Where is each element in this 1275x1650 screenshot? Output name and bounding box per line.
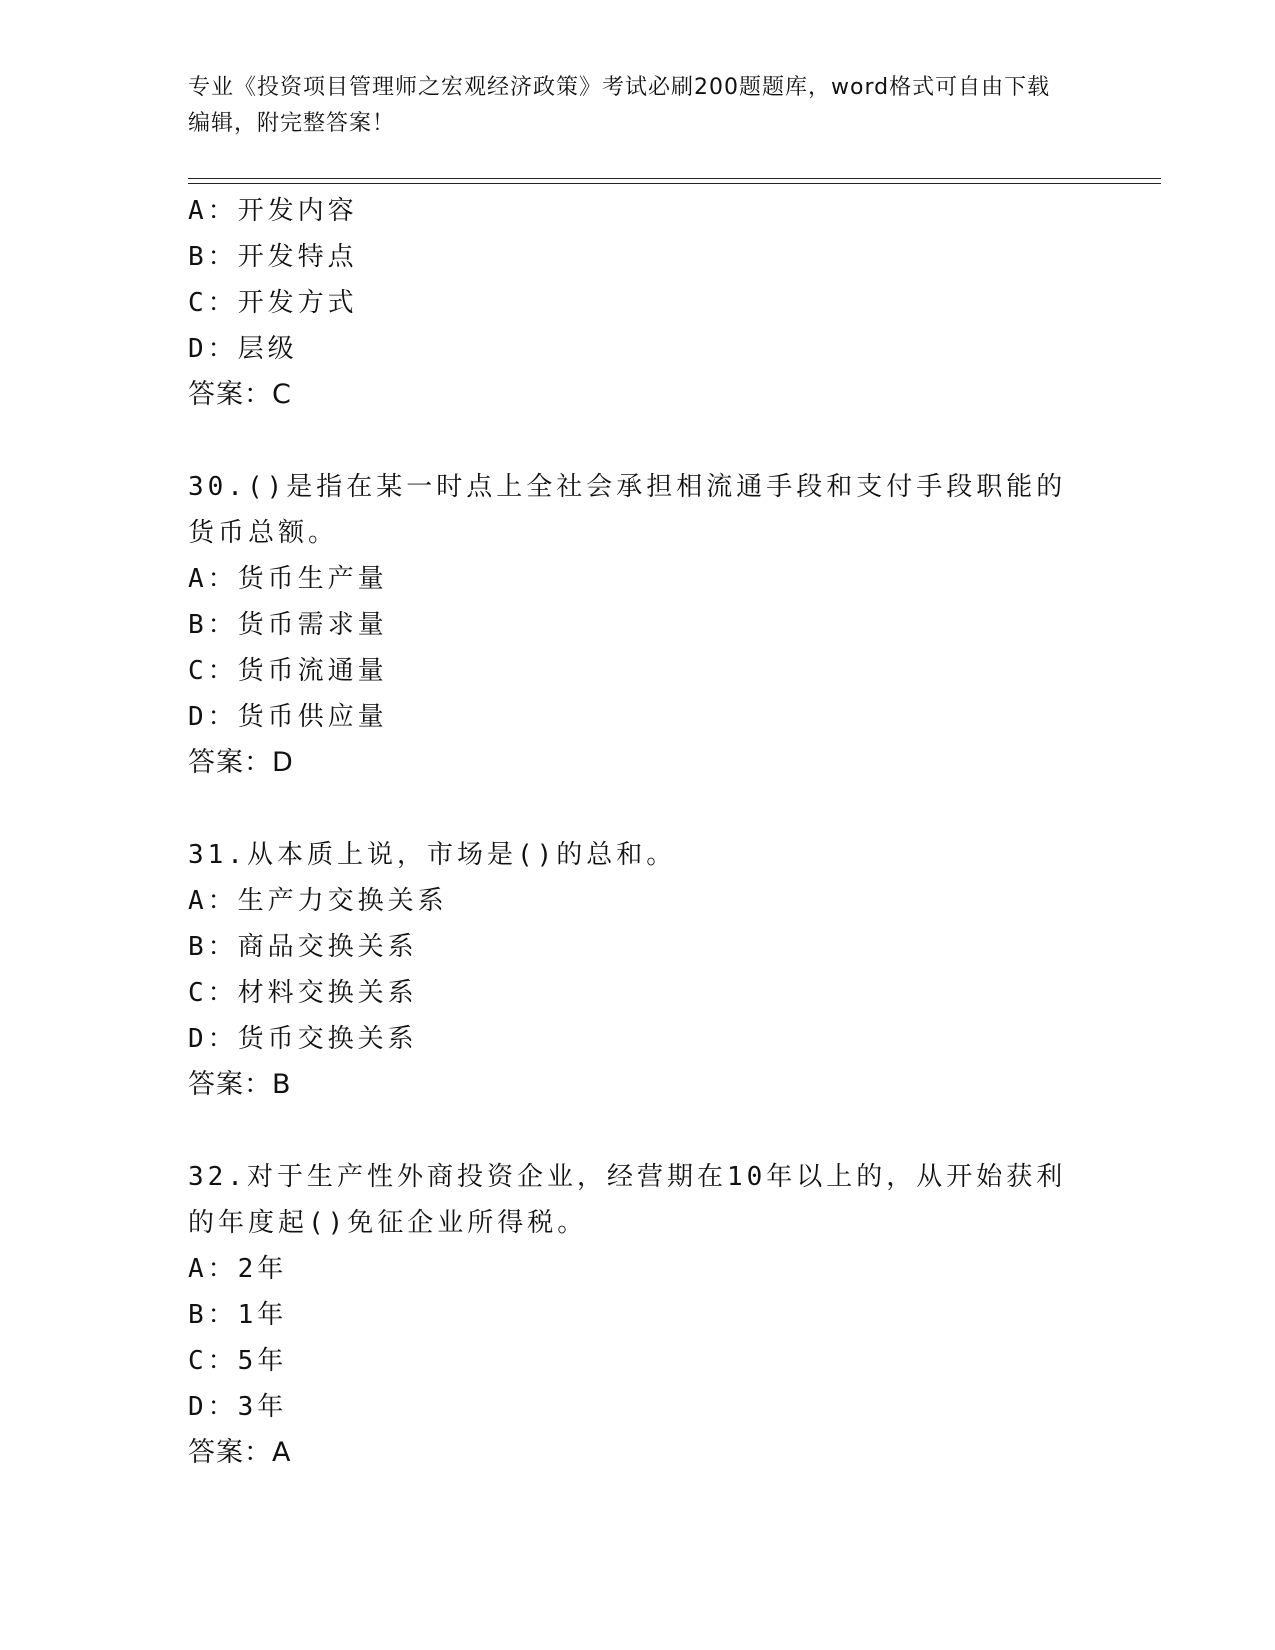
option-a: A：开发内容 [188, 196, 358, 226]
document-header: 专业《投资项目管理师之宏观经济政策》考试必刷200题题库，word格式可自由下载编辑，附完整答案！ [188, 75, 1051, 136]
question-text: 31.从本质上说，市场是()的总和。 [188, 840, 677, 870]
option-c: C：货币流通量 [188, 656, 388, 686]
answer-line: 答案：C [188, 379, 292, 410]
question-list [188, 188, 1088, 1476]
option-a: A：生产力交换关系 [188, 886, 448, 916]
question-block-30 [188, 464, 1088, 786]
option-d: D：货币供应量 [188, 702, 388, 732]
answer-line: 答案：D [188, 747, 294, 778]
question-block-32 [188, 1154, 1088, 1476]
header-rule-bottom [188, 183, 1161, 184]
answer-line: 答案：A [188, 1437, 292, 1468]
option-b: B：开发特点 [188, 242, 358, 272]
question-block-partial [188, 188, 1088, 418]
option-d: D：3年 [188, 1392, 288, 1422]
option-d: D：货币交换关系 [188, 1024, 418, 1054]
option-d: D：层级 [188, 334, 298, 364]
option-c: C：材料交换关系 [188, 978, 418, 1008]
option-a: A：2年 [188, 1254, 288, 1284]
option-a: A：货币生产量 [188, 564, 388, 594]
question-text: 30.()是指在某一时点上全社会承担相流通手段和支付手段职能的货币总额。 [188, 472, 1067, 548]
question-block-31 [188, 832, 1088, 1108]
question-text: 32.对于生产性外商投资企业，经营期在10年以上的，从开始获利的年度起()免征企业所得税。 [188, 1162, 1067, 1238]
option-b: B：1年 [188, 1300, 288, 1330]
option-b: B：商品交换关系 [188, 932, 418, 962]
answer-line: 答案：B [188, 1069, 292, 1100]
option-c: C：开发方式 [188, 288, 358, 318]
option-b: B：货币需求量 [188, 610, 388, 640]
header-rule-top [188, 178, 1161, 179]
option-c: C：5年 [188, 1346, 288, 1376]
